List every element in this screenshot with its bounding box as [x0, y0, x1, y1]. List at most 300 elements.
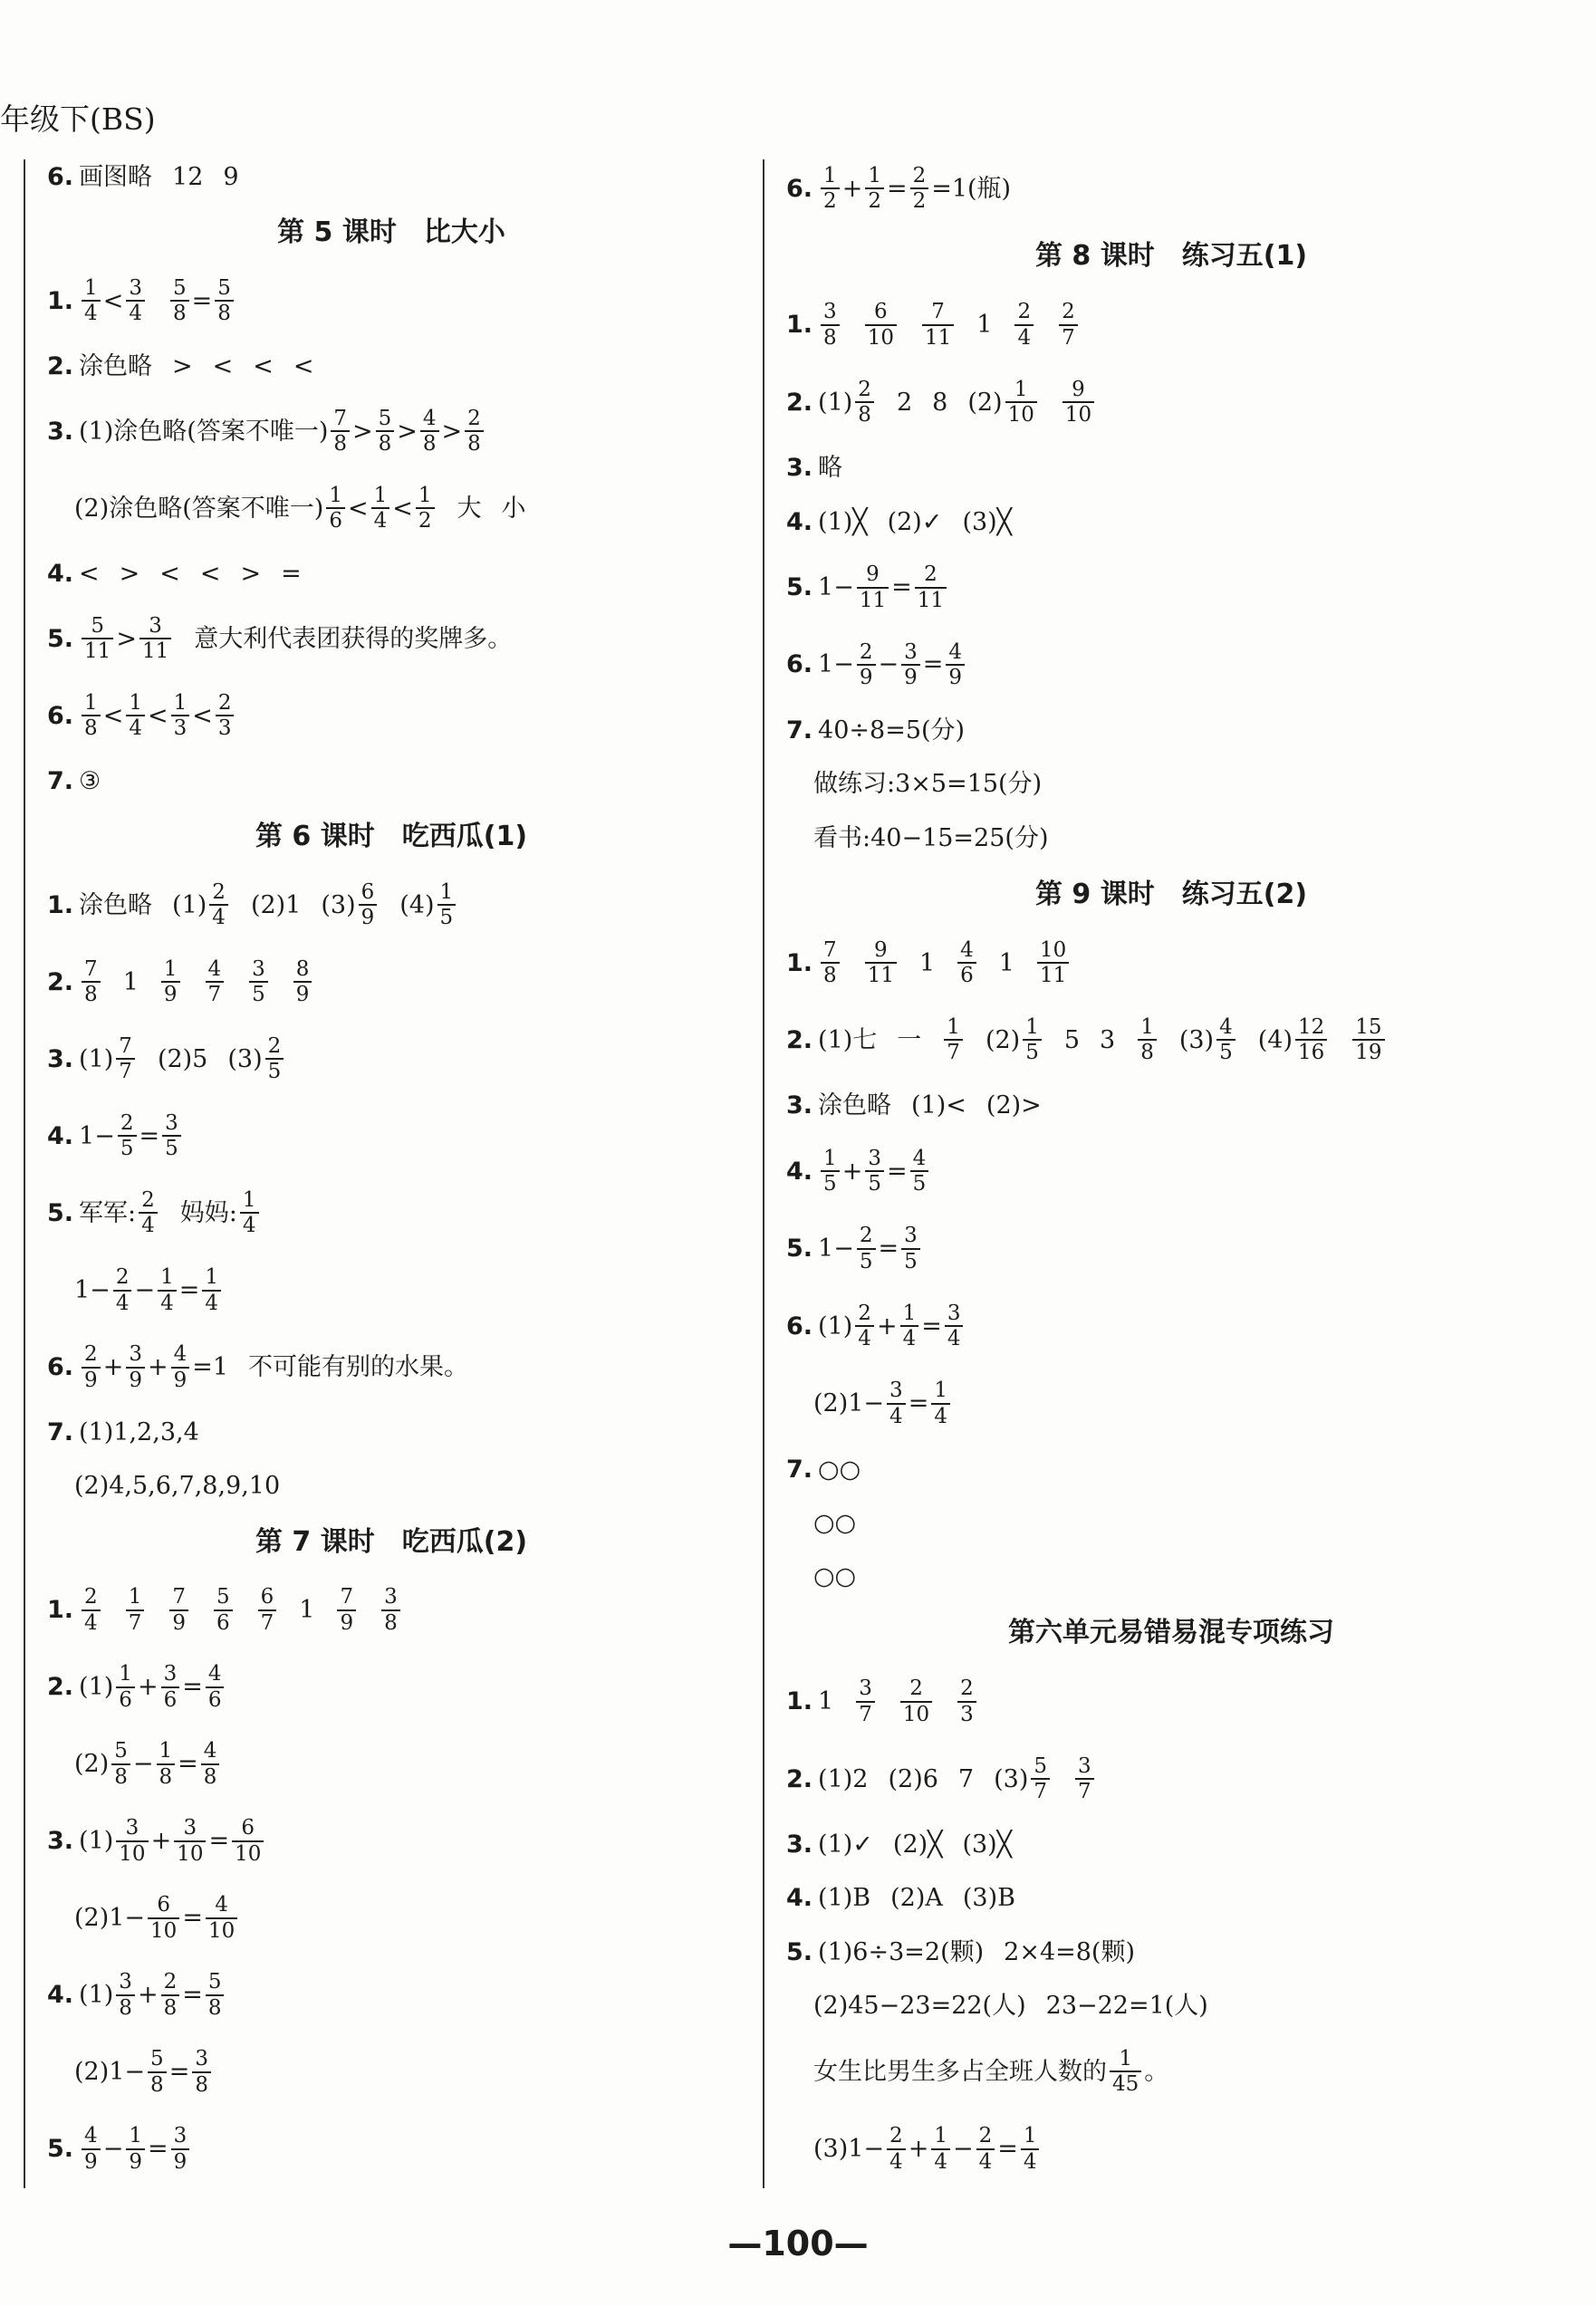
answer-text: 看书:40−15=25(分) [813, 823, 1049, 852]
denominator: 2 [910, 187, 929, 213]
fraction [1216, 1015, 1235, 1065]
answer-text: = [208, 1827, 230, 1856]
numerator: 7 [333, 406, 348, 430]
answer-text: 女生比男生多占全班人数的 [813, 2057, 1107, 2086]
fraction [1075, 1754, 1094, 1804]
fraction [202, 1265, 221, 1315]
denominator: 8 [855, 401, 874, 427]
denominator: 2 [865, 187, 884, 213]
answer-line [47, 765, 736, 796]
answer-text: ○○ [813, 1562, 857, 1591]
fraction [293, 957, 312, 1007]
question-number: 6. [786, 174, 813, 203]
fraction [170, 276, 189, 326]
section-heading: 第 6 课时 吃西瓜(1) [255, 821, 528, 853]
numerator: 1 [160, 1265, 174, 1290]
fraction [126, 1585, 145, 1635]
question-number: 3. [47, 1827, 74, 1856]
numerator: 2 [859, 1224, 873, 1248]
numerator: 4 [912, 1146, 927, 1170]
answer-text: + [137, 1673, 159, 1702]
answer-text: = [178, 1750, 198, 1779]
denominator: 4 [82, 300, 101, 325]
fraction [139, 1188, 158, 1238]
denominator: 8 [206, 1994, 225, 2020]
answer-text: = [281, 559, 302, 588]
answer-line [786, 769, 1556, 800]
denominator: 10 [206, 1917, 237, 1943]
question-number: 4. [47, 559, 74, 588]
answer-text: = [168, 2058, 190, 2087]
fraction [931, 2124, 950, 2174]
answer-text: (3)╳ [962, 1830, 1012, 1859]
answer-text: (1)2 [818, 1764, 869, 1793]
fraction [857, 1224, 876, 1273]
fraction [465, 407, 484, 456]
numerator: 2 [84, 1342, 98, 1367]
denominator: 8 [161, 1994, 180, 2020]
answer-text: (2)6 [888, 1764, 938, 1793]
answer-text: 1 [818, 1687, 834, 1716]
question-number: 4. [786, 1884, 813, 1913]
answer-line [47, 1109, 736, 1163]
denominator: 7 [1075, 1778, 1094, 1803]
denominator: 8 [116, 1994, 135, 2020]
numerator: 3 [889, 1379, 903, 1403]
fraction [420, 407, 439, 456]
answer-text: = [191, 286, 213, 315]
fraction [201, 1739, 220, 1789]
question-number: 4. [47, 1981, 74, 2010]
fraction [171, 2124, 190, 2174]
numerator: 9 [866, 562, 880, 587]
section-heading: 第 7 课时 吃西瓜(2) [255, 1525, 528, 1558]
numerator: 3 [868, 1146, 881, 1170]
numerator: 5 [172, 275, 187, 300]
question-number: 3. [47, 417, 74, 446]
numerator: 5 [1034, 1754, 1047, 1778]
fraction [887, 2124, 906, 2174]
numerator: 1 [418, 483, 432, 507]
answer-text: (2)1− [74, 1904, 146, 1933]
numerator: 10 [1039, 937, 1067, 962]
fraction [1295, 1015, 1327, 1065]
answer-line [47, 351, 736, 381]
denominator: 7 [856, 1701, 875, 1726]
numerator: 3 [119, 1970, 132, 1994]
fraction [1031, 1754, 1050, 1804]
denominator: 4 [126, 300, 145, 325]
numerator: 2 [858, 1301, 871, 1325]
numerator: 2 [909, 1677, 923, 1701]
denominator: 7 [258, 1609, 277, 1635]
answer-line [47, 1583, 736, 1638]
denominator: 8 [82, 981, 101, 1006]
denominator: 45 [1110, 2071, 1141, 2096]
fraction [126, 691, 145, 741]
denominator: 9 [293, 981, 312, 1006]
numerator: 7 [823, 937, 837, 962]
numerator: 1 [173, 690, 187, 715]
fraction [856, 1677, 875, 1726]
answer-line [786, 1299, 1556, 1353]
numerator: 4 [960, 937, 974, 962]
numerator: 1 [868, 163, 881, 187]
answer-line [47, 1186, 736, 1240]
answer-text: (3) [994, 1764, 1029, 1793]
answer-text: − [102, 2135, 124, 2164]
answer-text: 1 [998, 948, 1014, 977]
answer-text: = [147, 2135, 168, 2164]
fraction [116, 1970, 135, 2020]
numerator: 1 [439, 879, 454, 904]
fraction [957, 1677, 976, 1726]
answer-text: 5 [1063, 1025, 1081, 1054]
answer-text: (3) [321, 890, 356, 919]
numerator: 6 [157, 1893, 170, 1917]
denominator: 4 [976, 2148, 995, 2174]
answer-text: 1− [818, 573, 854, 602]
numerator: 3 [173, 2124, 187, 2148]
answer-line [786, 1883, 1556, 1914]
denominator: 6 [957, 962, 976, 987]
denominator: 8 [201, 1763, 220, 1789]
question-number: 3. [786, 454, 813, 483]
numerator: 2 [859, 639, 873, 664]
denominator: 9 [337, 1609, 356, 1635]
answer-text: + [147, 1353, 168, 1382]
denominator: 9 [857, 664, 876, 689]
numerator: 4 [1219, 1015, 1233, 1040]
numerator: 2 [120, 1111, 134, 1135]
answer-text: (3)╳ [962, 507, 1012, 536]
denominator: 4 [855, 1325, 874, 1350]
answer-text: > [352, 417, 373, 446]
fraction [922, 300, 954, 350]
denominator: 10 [1062, 401, 1094, 427]
fraction [118, 1111, 137, 1161]
fraction [139, 614, 171, 664]
answer-text: 一 [897, 1025, 922, 1054]
answer-text: (2)4,5,6,7,8,9,10 [74, 1472, 281, 1501]
numerator: 15 [1355, 1015, 1382, 1040]
answer-text: 1− [74, 1276, 111, 1304]
numerator: 3 [947, 1301, 961, 1325]
answer-text: (1)B [818, 1884, 871, 1913]
numerator: 6 [361, 879, 375, 904]
answer-text: = [139, 1121, 160, 1150]
fraction [82, 691, 101, 741]
fraction [821, 1147, 840, 1196]
answer-line [786, 1013, 1556, 1067]
answer-line [47, 1417, 736, 1448]
numerator: 2 [84, 1585, 98, 1609]
question-number: 6. [47, 162, 74, 191]
answer-text: 7 [957, 1764, 975, 1793]
fraction [855, 378, 874, 428]
answer-line [786, 1222, 1556, 1276]
answer-text: 40÷8=5(分) [818, 716, 966, 745]
numerator: 1 [84, 690, 98, 715]
question-number: 1. [47, 890, 74, 919]
denominator: 8 [376, 430, 395, 456]
question-number: 7. [786, 716, 813, 745]
fraction [214, 1585, 233, 1635]
answer-text: 1− [818, 1235, 854, 1263]
denominator: 4 [209, 904, 228, 929]
question-number: 7. [47, 766, 74, 795]
answer-text: ③ [79, 766, 101, 795]
question-number: 7. [786, 1455, 813, 1484]
answer-text: < [253, 351, 274, 380]
fraction [821, 300, 840, 350]
numerator: 2 [924, 562, 937, 587]
numerator: 9 [874, 937, 888, 962]
numerator: 2 [912, 163, 927, 187]
fraction [161, 957, 180, 1007]
answer-text: + [150, 1827, 172, 1856]
fraction [1110, 2047, 1141, 2097]
numerator: 1 [129, 2124, 142, 2148]
answer-text: + [102, 1353, 124, 1382]
section-heading: 第 8 课时 练习五(1) [1034, 240, 1308, 273]
question-number: 2. [786, 388, 813, 417]
answer-text: 1− [818, 650, 854, 679]
answer-text: 2 [896, 388, 913, 417]
denominator: 8 [192, 2071, 211, 2097]
answer-text: > [119, 559, 140, 588]
denominator: 9 [82, 2148, 101, 2174]
answer-line [47, 1814, 736, 1869]
question-number: 3. [47, 1044, 74, 1073]
question-number: 6. [786, 650, 813, 679]
answer-text: 1 [976, 311, 993, 340]
denominator: 19 [1352, 1039, 1384, 1064]
numerator: 4 [207, 1662, 222, 1686]
numerator: 3 [384, 1585, 398, 1609]
question-number: 2. [786, 1764, 813, 1793]
fraction [910, 164, 929, 214]
answer-text: 1 [299, 1596, 315, 1625]
answer-text: > [397, 417, 418, 446]
question-number: 1. [786, 948, 813, 977]
answer-text: 妈妈: [179, 1198, 237, 1227]
fraction [855, 1302, 874, 1351]
fraction [116, 1662, 135, 1712]
denominator: 8 [420, 430, 439, 456]
fraction [116, 1816, 148, 1866]
answer-text: − [132, 1750, 154, 1779]
numerator: 2 [1062, 300, 1075, 324]
answer-text: − [878, 650, 899, 679]
denominator: 3 [216, 715, 235, 740]
answer-text: (4) [1257, 1025, 1293, 1054]
numerator: 4 [207, 956, 222, 981]
answer-line [47, 1891, 736, 1946]
denominator: 5 [162, 1135, 181, 1160]
fraction [865, 1147, 884, 1196]
answer-text: (2)A [890, 1884, 943, 1913]
answer-text: 画图略 [79, 162, 153, 191]
numerator: 3 [129, 1342, 142, 1367]
fraction [946, 640, 965, 690]
denominator: 8 [82, 715, 101, 740]
numerator: 4 [173, 1342, 187, 1367]
left-column [47, 161, 736, 2176]
numerator: 5 [150, 2047, 164, 2071]
denominator: 10 [116, 1840, 148, 1866]
answer-line [786, 1675, 1556, 1729]
answer-text: 3 [1100, 1025, 1116, 1054]
denominator: 6 [206, 1686, 225, 1712]
answer-line [786, 506, 1556, 537]
denominator: 3 [171, 715, 190, 740]
answer-text: (1) [172, 890, 207, 919]
denominator: 4 [931, 2148, 950, 2174]
denominator: 9 [171, 1367, 190, 1392]
answer-text: 略 [818, 454, 843, 483]
fraction [865, 938, 897, 988]
answer-text: > [116, 624, 137, 653]
fraction [161, 1970, 180, 2020]
answer-text: (1) [818, 388, 853, 417]
answer-text: =1 [192, 1353, 229, 1382]
fraction [944, 1015, 963, 1065]
fraction [821, 938, 840, 988]
numerator: 4 [215, 1893, 228, 1917]
question-number: 1. [47, 1596, 74, 1625]
answer-text: (2)1− [813, 1389, 885, 1418]
fraction [206, 957, 225, 1007]
answer-line [47, 878, 736, 932]
denominator: 10 [232, 1840, 264, 1866]
fraction [82, 957, 101, 1007]
answer-text: (1)╳ [818, 507, 868, 536]
denominator: 4 [1014, 324, 1034, 350]
answer-text: 23−22=1(人) [1045, 1992, 1208, 2021]
denominator: 5 [1216, 1039, 1235, 1064]
numerator: 1 [159, 1739, 173, 1763]
answer-text: < [347, 494, 369, 523]
numerator: 2 [467, 406, 481, 430]
fraction [865, 300, 897, 350]
answer-text: (3) [1178, 1025, 1215, 1054]
numerator: 3 [252, 956, 265, 981]
denominator: 16 [1295, 1039, 1327, 1064]
answer-text: (3)1− [813, 2135, 885, 2164]
answer-text: = [891, 573, 912, 602]
question-number: 4. [47, 1121, 74, 1150]
answer-line [47, 1032, 736, 1086]
answer-line [47, 481, 736, 535]
fraction [1023, 1015, 1042, 1065]
fraction [258, 1585, 277, 1635]
numerator: 2 [163, 1970, 178, 1994]
answer-text: (2)1− [74, 2058, 146, 2087]
denominator: 4 [82, 1609, 101, 1635]
numerator: 2 [858, 377, 871, 401]
fraction [931, 1379, 950, 1428]
denominator: 4 [202, 1290, 221, 1315]
answer-line [786, 453, 1556, 484]
numerator: 1 [1014, 377, 1028, 401]
answer-text: 不可能有别的水果。 [248, 1353, 469, 1382]
question-number: 5. [47, 2135, 74, 2164]
answer-text: = [178, 1276, 200, 1304]
numerator: 6 [241, 1816, 255, 1840]
denominator: 11 [857, 587, 889, 612]
answer-line [786, 1144, 1556, 1198]
denominator: 6 [214, 1609, 233, 1635]
answer-text: < [212, 351, 234, 380]
question-number: 3. [786, 1091, 813, 1120]
answer-line [786, 1936, 1556, 1967]
answer-text: 8 [932, 388, 948, 417]
numerator: 6 [874, 300, 888, 324]
question-number: 4. [786, 1157, 813, 1186]
fraction [1037, 938, 1069, 988]
answer-text: = [922, 650, 944, 679]
fraction [240, 1188, 259, 1238]
answer-line [47, 1263, 736, 1318]
question-number: 4. [786, 507, 813, 536]
answer-text: 9 [223, 162, 239, 191]
answer-text: 涂色略 [79, 351, 153, 380]
answer-text: > [441, 417, 463, 446]
denominator: 4 [1021, 2148, 1040, 2174]
numerator: 4 [84, 2124, 98, 2148]
fraction [265, 1034, 284, 1084]
fraction [82, 276, 101, 326]
question-number: 5. [786, 573, 813, 602]
answer-line [47, 1471, 736, 1502]
answer-text: < [192, 701, 213, 730]
fraction [232, 1816, 264, 1866]
denominator: 8 [148, 2071, 167, 2097]
answer-text: = [908, 1389, 929, 1418]
denominator: 2 [416, 507, 435, 533]
answer-text: < [102, 286, 124, 315]
left-margin-rule [24, 159, 25, 2188]
numerator: 3 [823, 300, 837, 324]
answer-line [47, 688, 736, 743]
fraction [1014, 300, 1034, 350]
right-column [786, 161, 1556, 2176]
question-number: 3. [786, 1830, 813, 1859]
answer-text: (1)✓ [818, 1830, 873, 1859]
denominator: 4 [945, 1325, 964, 1350]
denominator: 7 [944, 1039, 963, 1064]
denominator: 7 [116, 1058, 135, 1083]
fraction [821, 164, 840, 214]
numerator: 1 [1023, 2124, 1037, 2148]
answer-text: (2)> [985, 1091, 1042, 1120]
denominator: 10 [174, 1840, 206, 1866]
denominator: 11 [922, 324, 954, 350]
answer-text: = [182, 1904, 203, 1933]
fraction [1021, 2124, 1040, 2174]
fraction [206, 1893, 237, 1943]
fraction [1062, 378, 1094, 428]
fraction [126, 1342, 145, 1392]
answer-line [786, 2122, 1556, 2176]
answer-text: = [886, 174, 908, 203]
fraction [161, 1662, 180, 1712]
answer-text: 涂色略 [79, 890, 153, 919]
answer-line [47, 955, 736, 1009]
fraction [116, 1034, 135, 1084]
fraction [169, 1585, 188, 1635]
